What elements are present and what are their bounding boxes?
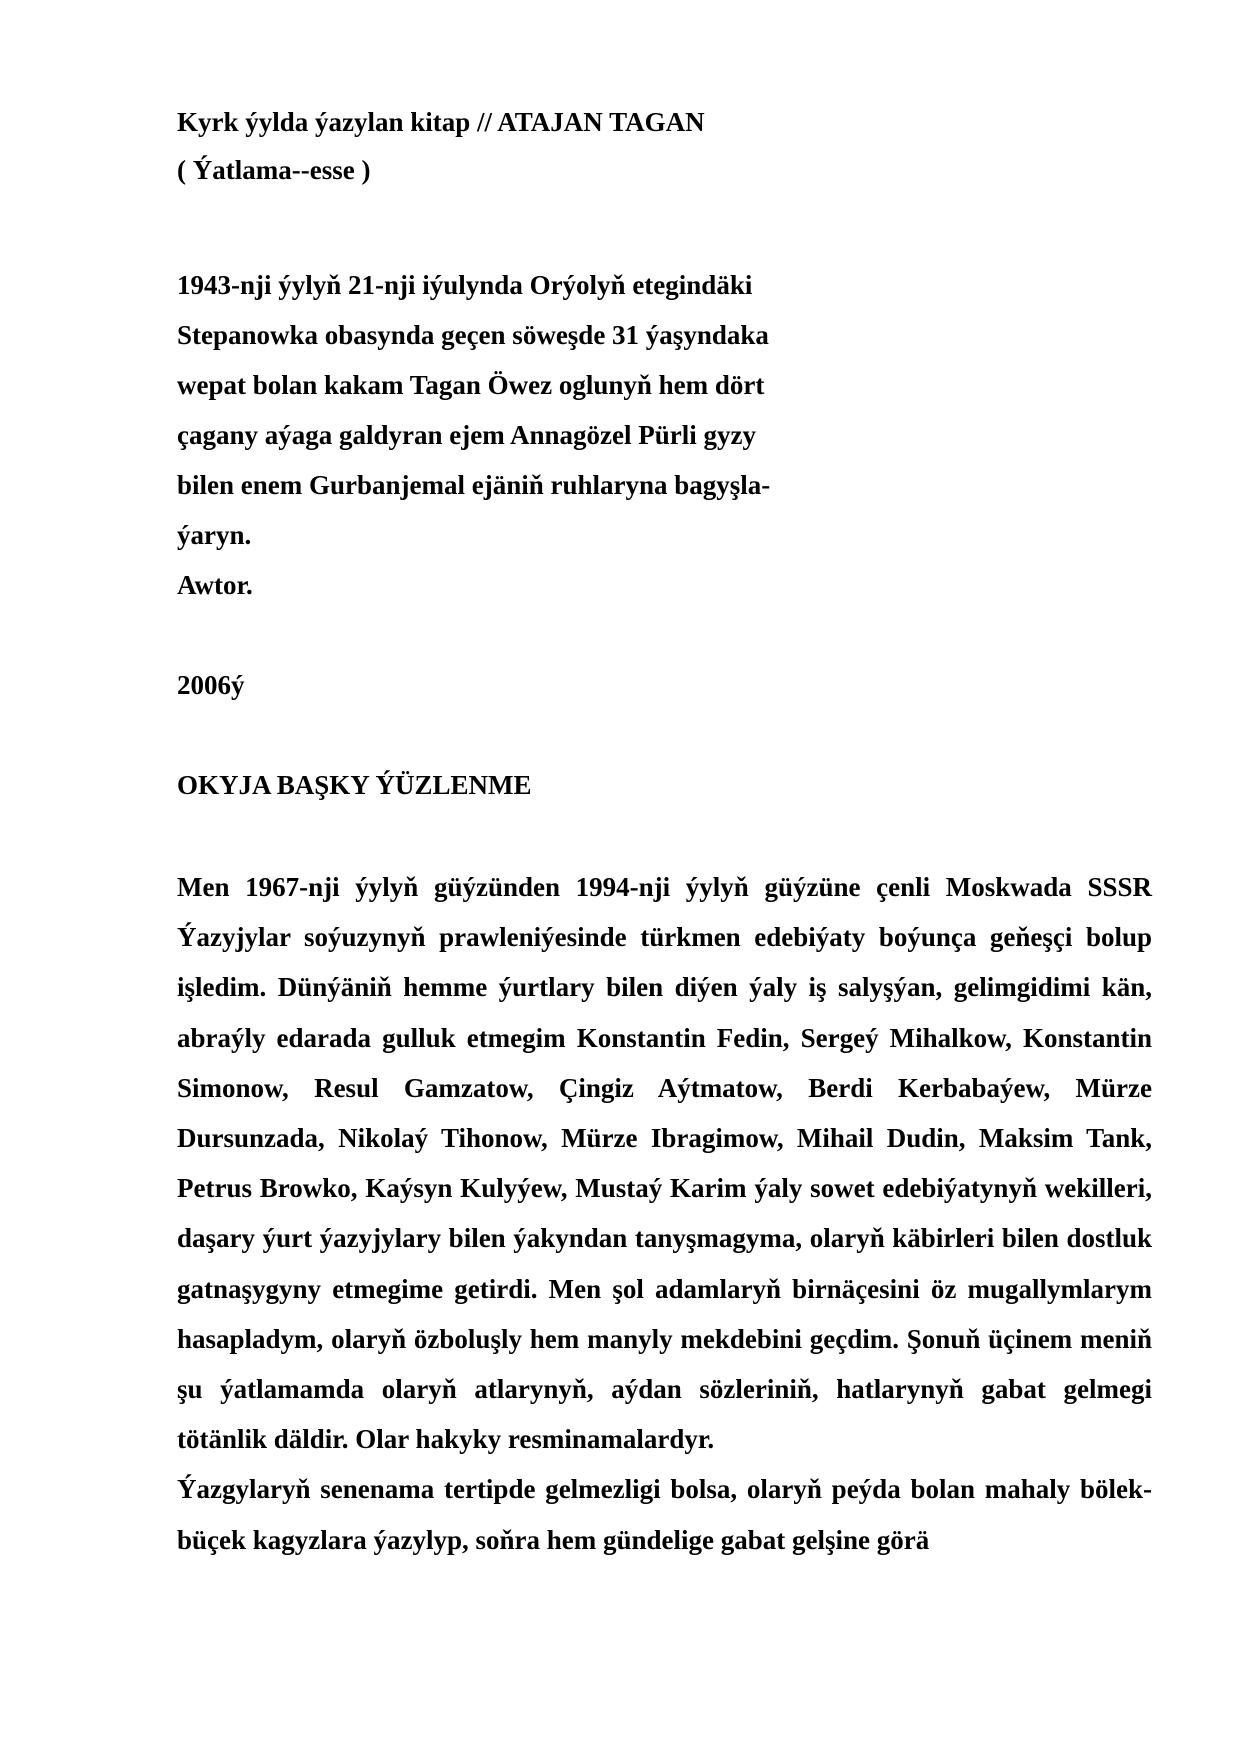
- dedication-year: 2006ý: [177, 670, 245, 700]
- dedication-signature: Awtor.: [177, 570, 253, 600]
- dedication-line: çagany aýaga galdyran ejem Annagözel Pürli gyzy: [177, 420, 756, 450]
- body-paragraph: Men 1967-nji ýylyň güýzünden 1994-nji ýylyň güýzüne çenli Moskwada SSSR Ýazyjylar soýuzynyň prawleniýesinde türkmen edebiýaty boýunça geňeşçi bolup işledim. Dünýäniň hemme ýurtlary bilen diýen ýaly iş salyşýan, gelimgidimi kän, abraýly edarada gulluk etmegim Konstantin Fedin, Sergeý Mihalkow, Konstantin Simonow, Resul Gamzatow, Çingiz Aýtmatow, Berdi Kerbabaýew, Mürze Dursunzada, Nikolaý Tihonow, Mürze Ibragimow, Mihail Dudin, Maksim Tank, Petrus Browko, Kaýsyn Kulyýew, Mustaý Karim ýaly sowet edebiýatynyň wekilleri, daşary ýurt ýazyjylary bilen ýakyndan tanyşmagyma, olaryň käbirleri bilen dostluk gatnaşygyny etmegime getirdi. Men şol adamlaryň birnäçesini öz mugallymlarym hasapladym, olaryň özboluşly hem manyly mekdebini geçdim. Şonuň üçinem meniň şu ýatlamamda olaryň atlarynyň, aýdan sözleriniň, hatlarynyň gabat gelmegi tötänlik däldir. Olar hakyky resminamalardyr.: [177, 872, 1152, 1455]
- section-body: [177, 862, 1152, 1565]
- dedication-line: wepat bolan kakam Tagan Öwez oglunyň hem dört: [177, 370, 765, 400]
- section-heading: OKYJA BAŞKY ÝÜZLENME: [177, 770, 532, 800]
- dedication-line: bilen enem Gurbanjemal ejäniň ruhlaryna bagyşla-: [177, 470, 771, 500]
- dedication-line: Stepanowka obasynda geçen söweşde 31 ýaşyndaka: [177, 320, 769, 350]
- document-subtitle: ( Ýatlama--esse ): [177, 155, 371, 185]
- body-paragraph: Ýazgylaryň senenama tertipde gelmezligi bolsa, olaryň peýda bolan mahaly bölek-büçek kagyzlara ýazylyp, soňra hem gündelige gabat gelşine görä: [177, 1474, 1152, 1555]
- document-title: Kyrk ýylda ýazylan kitap // ATAJAN TAGAN: [177, 107, 705, 137]
- dedication-line: 1943-nji ýylyň 21-nji iýulynda Orýolyň etegindäki: [177, 270, 753, 300]
- dedication-line: ýaryn.: [177, 520, 252, 550]
